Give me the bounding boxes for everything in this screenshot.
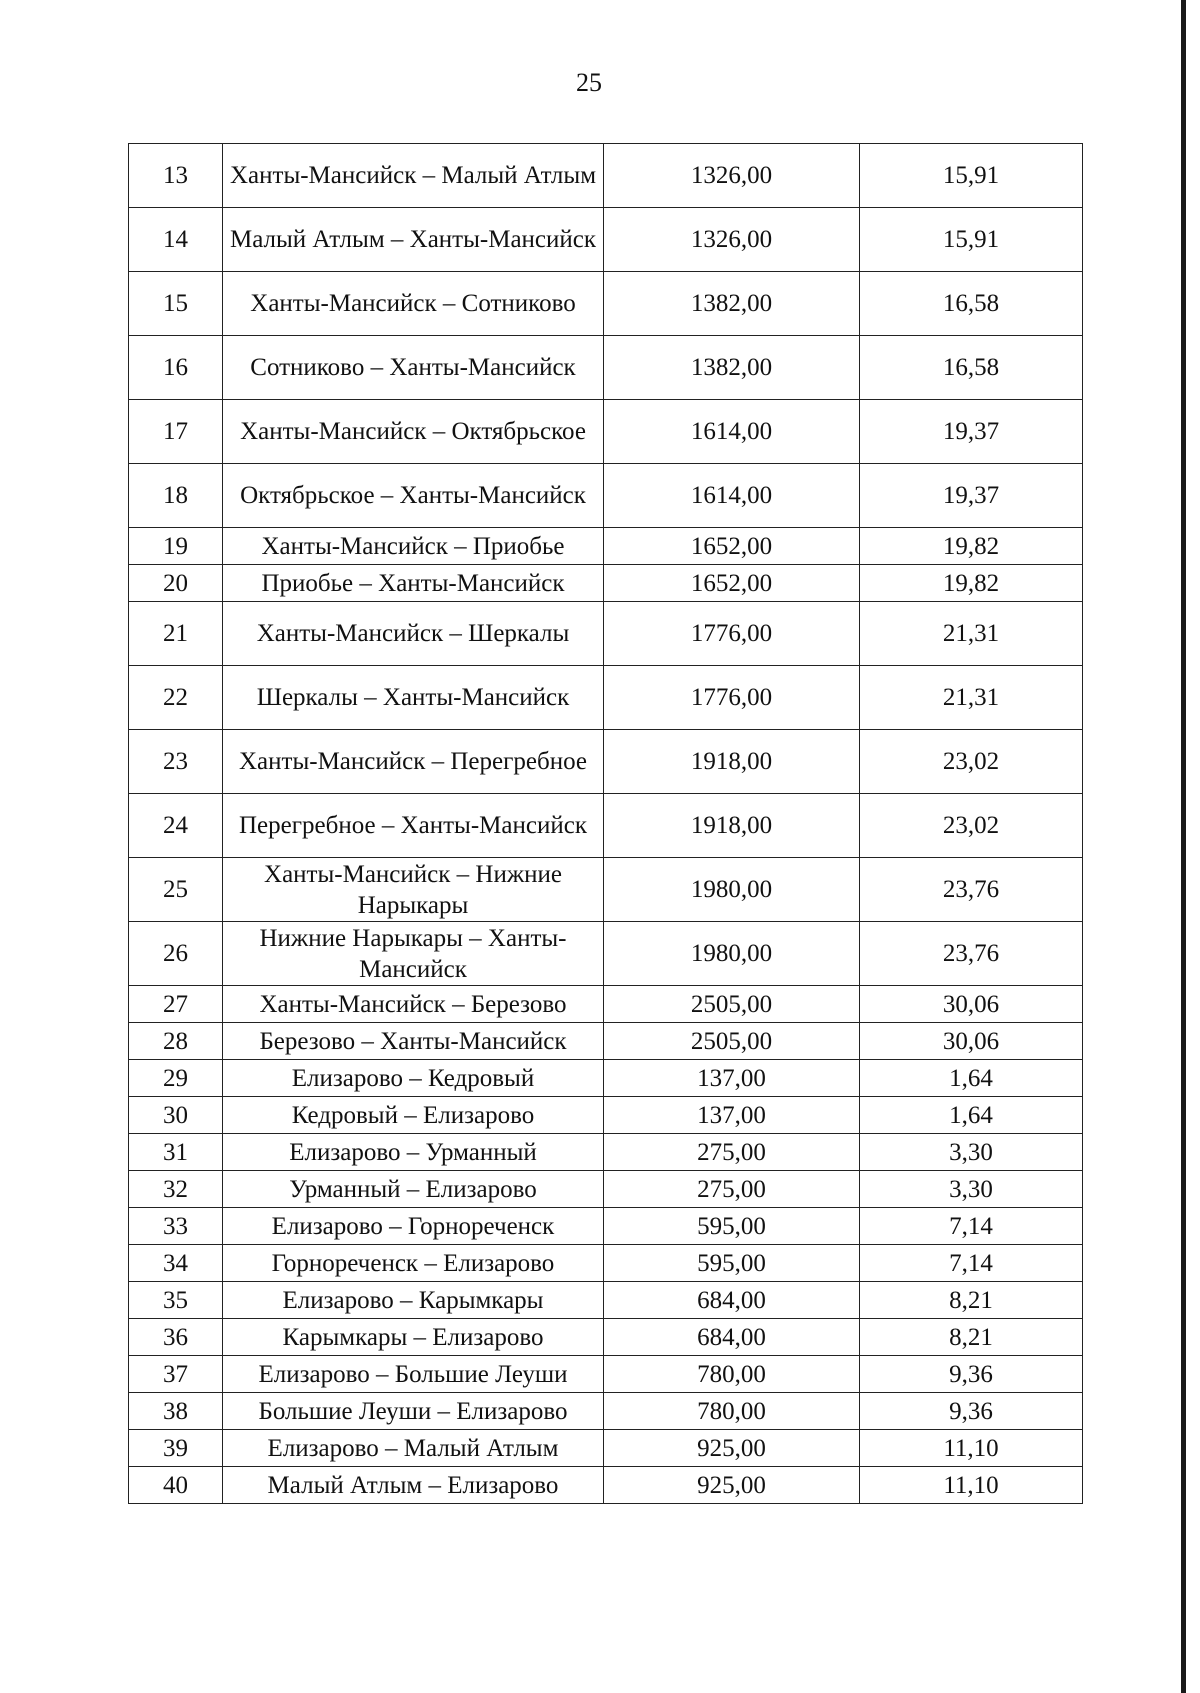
row-number-cell: 19	[129, 528, 223, 565]
price-cell: 275,00	[604, 1171, 860, 1208]
price-cell: 1382,00	[604, 336, 860, 400]
row-number-cell: 18	[129, 464, 223, 528]
rate-cell: 19,37	[860, 464, 1083, 528]
rate-cell: 16,58	[860, 272, 1083, 336]
table-row	[129, 858, 1083, 922]
price-cell: 275,00	[604, 1134, 860, 1171]
route-cell: Елизарово – Кедровый	[223, 1060, 604, 1097]
rate-cell: 21,31	[860, 602, 1083, 666]
rate-cell: 19,82	[860, 565, 1083, 602]
route-cell: Карымкары – Елизарово	[223, 1319, 604, 1356]
price-cell: 1776,00	[604, 602, 860, 666]
table-row	[129, 528, 1083, 565]
row-number-cell: 21	[129, 602, 223, 666]
table-row	[129, 730, 1083, 794]
route-cell: Шеркалы – Ханты-Мансийск	[223, 666, 604, 730]
price-cell: 1918,00	[604, 730, 860, 794]
price-cell: 1980,00	[604, 922, 860, 986]
rate-cell: 11,10	[860, 1430, 1083, 1467]
table-row	[129, 666, 1083, 730]
table-row	[129, 1208, 1083, 1245]
row-number-cell: 32	[129, 1171, 223, 1208]
price-cell: 780,00	[604, 1356, 860, 1393]
rate-cell: 7,14	[860, 1208, 1083, 1245]
route-cell: Горнореченск – Елизарово	[223, 1245, 604, 1282]
price-cell: 925,00	[604, 1430, 860, 1467]
rate-cell: 1,64	[860, 1060, 1083, 1097]
rate-cell: 11,10	[860, 1467, 1083, 1504]
row-number-cell: 33	[129, 1208, 223, 1245]
table-row	[129, 464, 1083, 528]
table-row	[129, 1356, 1083, 1393]
row-number-cell: 26	[129, 922, 223, 986]
table-row	[129, 1319, 1083, 1356]
rate-cell: 23,76	[860, 922, 1083, 986]
tariff-table	[128, 143, 1083, 1504]
row-number-cell: 36	[129, 1319, 223, 1356]
row-number-cell: 24	[129, 794, 223, 858]
row-number-cell: 39	[129, 1430, 223, 1467]
row-number-cell: 34	[129, 1245, 223, 1282]
route-cell: Малый Атлым – Елизарово	[223, 1467, 604, 1504]
price-cell: 2505,00	[604, 986, 860, 1023]
price-cell: 1652,00	[604, 528, 860, 565]
route-cell: Ханты-Мансийск – Октябрьское	[223, 400, 604, 464]
rate-cell: 21,31	[860, 666, 1083, 730]
tariff-table-body	[129, 144, 1083, 1504]
rate-cell: 8,21	[860, 1319, 1083, 1356]
route-cell: Кедровый – Елизарово	[223, 1097, 604, 1134]
price-cell: 1652,00	[604, 565, 860, 602]
row-number-cell: 15	[129, 272, 223, 336]
rate-cell: 9,36	[860, 1356, 1083, 1393]
row-number-cell: 16	[129, 336, 223, 400]
route-cell: Елизарово – Урманный	[223, 1134, 604, 1171]
row-number-cell: 27	[129, 986, 223, 1023]
price-cell: 595,00	[604, 1208, 860, 1245]
row-number-cell: 14	[129, 208, 223, 272]
rate-cell: 9,36	[860, 1393, 1083, 1430]
price-cell: 2505,00	[604, 1023, 860, 1060]
table-row	[129, 922, 1083, 986]
row-number-cell: 25	[129, 858, 223, 922]
price-cell: 780,00	[604, 1393, 860, 1430]
rate-cell: 19,82	[860, 528, 1083, 565]
row-number-cell: 29	[129, 1060, 223, 1097]
row-number-cell: 30	[129, 1097, 223, 1134]
row-number-cell: 20	[129, 565, 223, 602]
route-cell: Перегребное – Ханты-Мансийск	[223, 794, 604, 858]
table-row	[129, 1134, 1083, 1171]
table-row	[129, 144, 1083, 208]
rate-cell: 30,06	[860, 986, 1083, 1023]
rate-cell: 16,58	[860, 336, 1083, 400]
table-row	[129, 1023, 1083, 1060]
route-cell: Ханты-Мансийск – Нижние Нарыкары	[223, 858, 604, 922]
row-number-cell: 28	[129, 1023, 223, 1060]
price-cell: 684,00	[604, 1319, 860, 1356]
route-cell: Сотниково – Ханты-Мансийск	[223, 336, 604, 400]
table-row	[129, 1097, 1083, 1134]
row-number-cell: 17	[129, 400, 223, 464]
row-number-cell: 37	[129, 1356, 223, 1393]
table-row	[129, 1393, 1083, 1430]
row-number-cell: 22	[129, 666, 223, 730]
route-cell: Березово – Ханты-Мансийск	[223, 1023, 604, 1060]
route-cell: Ханты-Мансийск – Приобье	[223, 528, 604, 565]
table-row	[129, 1430, 1083, 1467]
rate-cell: 23,02	[860, 730, 1083, 794]
rate-cell: 30,06	[860, 1023, 1083, 1060]
row-number-cell: 23	[129, 730, 223, 794]
table-row	[129, 272, 1083, 336]
route-cell: Ханты-Мансийск – Сотниково	[223, 272, 604, 336]
rate-cell: 19,37	[860, 400, 1083, 464]
price-cell: 1326,00	[604, 144, 860, 208]
rate-cell: 8,21	[860, 1282, 1083, 1319]
rate-cell: 23,76	[860, 858, 1083, 922]
price-cell: 1614,00	[604, 400, 860, 464]
rate-cell: 3,30	[860, 1171, 1083, 1208]
route-cell: Октябрьское – Ханты-Мансийск	[223, 464, 604, 528]
table-row	[129, 1060, 1083, 1097]
rate-cell: 15,91	[860, 144, 1083, 208]
table-row	[129, 602, 1083, 666]
table-row	[129, 794, 1083, 858]
route-cell: Елизарово – Горнореченск	[223, 1208, 604, 1245]
price-cell: 137,00	[604, 1060, 860, 1097]
table-row	[129, 565, 1083, 602]
price-cell: 1326,00	[604, 208, 860, 272]
price-cell: 925,00	[604, 1467, 860, 1504]
price-cell: 1382,00	[604, 272, 860, 336]
route-cell: Ханты-Мансийск – Шеркалы	[223, 602, 604, 666]
route-cell: Ханты-Мансийск – Березово	[223, 986, 604, 1023]
table-row	[129, 1282, 1083, 1319]
route-cell: Нижние Нарыкары – Ханты-Мансийск	[223, 922, 604, 986]
scan-edge-shadow	[1181, 0, 1186, 1693]
rate-cell: 3,30	[860, 1134, 1083, 1171]
price-cell: 1614,00	[604, 464, 860, 528]
table-row	[129, 1171, 1083, 1208]
rate-cell: 7,14	[860, 1245, 1083, 1282]
route-cell: Елизарово – Карымкары	[223, 1282, 604, 1319]
table-row	[129, 208, 1083, 272]
price-cell: 684,00	[604, 1282, 860, 1319]
route-cell: Малый Атлым – Ханты-Мансийск	[223, 208, 604, 272]
table-row	[129, 400, 1083, 464]
price-cell: 1980,00	[604, 858, 860, 922]
page-number: 25	[576, 68, 602, 97]
route-cell: Елизарово – Большие Леуши	[223, 1356, 604, 1393]
table-row	[129, 986, 1083, 1023]
row-number-cell: 35	[129, 1282, 223, 1319]
route-cell: Елизарово – Малый Атлым	[223, 1430, 604, 1467]
route-cell: Приобье – Ханты-Мансийск	[223, 565, 604, 602]
route-cell: Большие Леуши – Елизарово	[223, 1393, 604, 1430]
rate-cell: 23,02	[860, 794, 1083, 858]
price-cell: 1776,00	[604, 666, 860, 730]
table-row	[129, 1467, 1083, 1504]
rate-cell: 15,91	[860, 208, 1083, 272]
rate-cell: 1,64	[860, 1097, 1083, 1134]
table-row	[129, 336, 1083, 400]
route-cell: Ханты-Мансийск – Малый Атлым	[223, 144, 604, 208]
route-cell: Ханты-Мансийск – Перегребное	[223, 730, 604, 794]
row-number-cell: 38	[129, 1393, 223, 1430]
route-cell: Урманный – Елизарово	[223, 1171, 604, 1208]
row-number-cell: 13	[129, 144, 223, 208]
row-number-cell: 31	[129, 1134, 223, 1171]
row-number-cell: 40	[129, 1467, 223, 1504]
price-cell: 137,00	[604, 1097, 860, 1134]
price-cell: 1918,00	[604, 794, 860, 858]
table-row	[129, 1245, 1083, 1282]
price-cell: 595,00	[604, 1245, 860, 1282]
